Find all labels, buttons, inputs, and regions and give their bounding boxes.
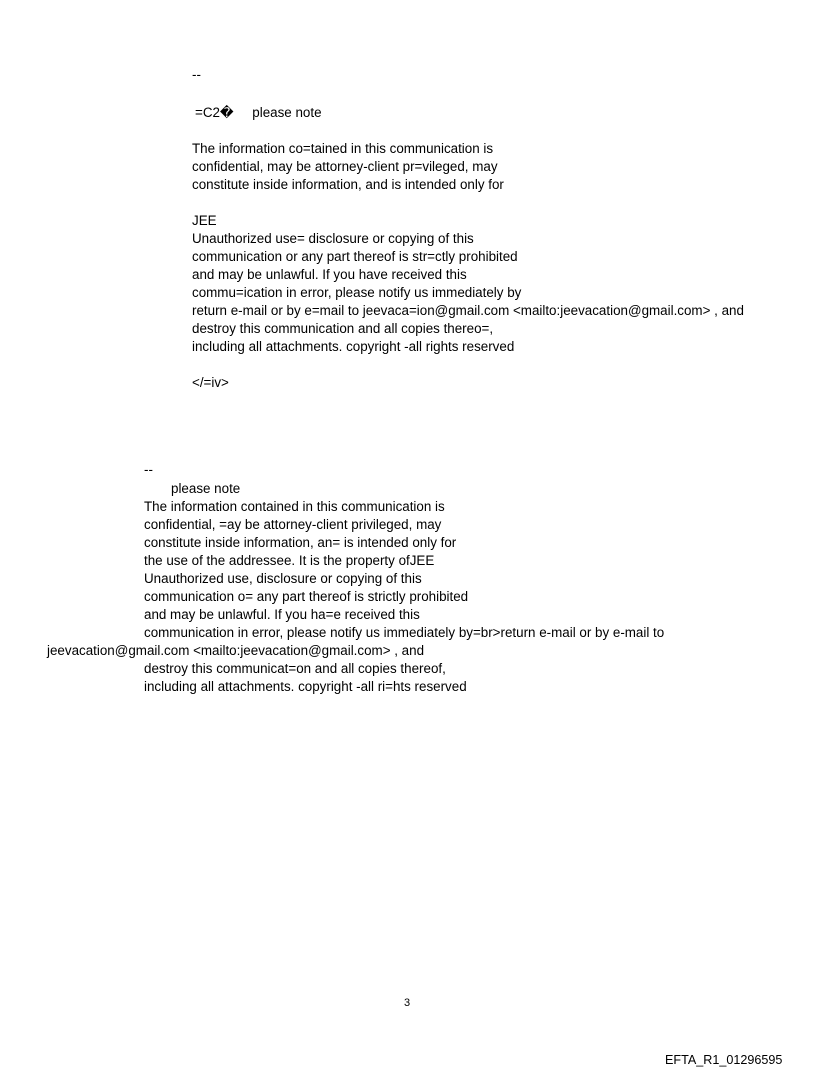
block1-line: commu=ication in error, please notify us immediately by bbox=[192, 285, 522, 300]
block2-line: Unauthorized use, disclosure or copying of this bbox=[144, 571, 422, 586]
block2-line: constitute inside information, an= is intended only for bbox=[144, 535, 457, 550]
block2-dashes: -- bbox=[144, 462, 153, 477]
block2-line: communication o= any part thereof is strictly prohibited bbox=[144, 589, 469, 604]
block1-line: The information co=tained in this communication is bbox=[192, 141, 494, 156]
block2-line: The information contained in this communication is bbox=[144, 499, 445, 514]
bates-number: EFTA_R1_01296595 bbox=[665, 1053, 783, 1067]
block1-line: JEE bbox=[192, 213, 217, 228]
block2-line: confidential, =ay be attorney-client privileged, may bbox=[144, 517, 442, 532]
block1-line: communication or any part thereof is str=ctly prohibited bbox=[192, 249, 518, 264]
block2-line: including all attachments. copyright -all ri=hts reserved bbox=[144, 679, 467, 694]
block2-line: the use of the addressee. It is the property ofJEE bbox=[144, 553, 435, 568]
block1-line: confidential, may be attorney-client pr=vileged, may bbox=[192, 159, 498, 174]
block2-wrapped-email-line: jeevacation@gmail.com <mailto:jeevacation@gmail.com> , and bbox=[47, 643, 425, 658]
block1-line: destroy this communication and all copies thereo=, bbox=[192, 321, 494, 336]
block2-note: please note bbox=[171, 481, 241, 496]
block1-line: and may be unlawful. If you have received this bbox=[192, 267, 467, 282]
block1-note-line: =C2� please note bbox=[195, 105, 322, 120]
block1-line: constitute inside information, and is intended only for bbox=[192, 177, 504, 192]
block1-line: return e-mail or by e=mail to jeevaca=ion@gmail.com <mailto:jeevacation@gmail.com> , and bbox=[192, 303, 744, 318]
block1-dashes: -- bbox=[192, 67, 201, 82]
block2-line: and may be unlawful. If you ha=e received this bbox=[144, 607, 420, 622]
block1-line: including all attachments. copyright -all rights reserved bbox=[192, 339, 515, 354]
block1-line: Unauthorized use= disclosure or copying of this bbox=[192, 231, 474, 246]
page-number: 3 bbox=[404, 997, 411, 1009]
block1-closing-tag: </=iv> bbox=[192, 375, 229, 390]
block2-line: communication in error, please notify us immediately by=br>return e-mail or by e-mail to bbox=[144, 625, 665, 640]
block2-line: destroy this communicat=on and all copies thereof, bbox=[144, 661, 446, 676]
